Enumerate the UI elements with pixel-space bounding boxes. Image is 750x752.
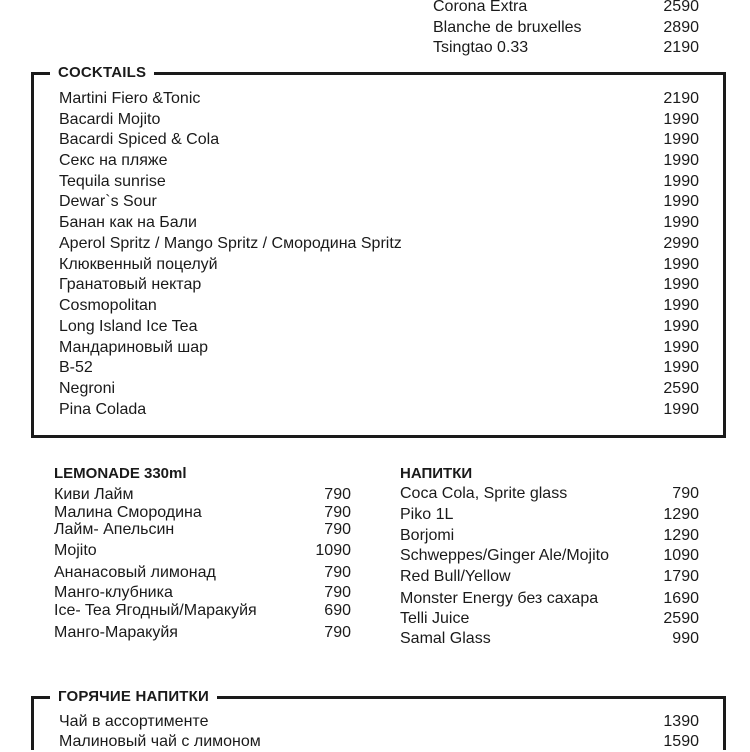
list-item xyxy=(59,212,699,233)
list-item xyxy=(433,0,699,17)
list-item xyxy=(400,588,699,609)
item-price: 1990 xyxy=(663,318,699,335)
item-name: Ice- Tea Ягодный/Маракуйя xyxy=(54,602,257,619)
item-name: Гранатовый нектар xyxy=(59,276,202,293)
item-name: Малина Смородина xyxy=(54,504,202,521)
item-price: 1690 xyxy=(663,590,699,607)
list-item xyxy=(59,731,699,752)
item-price: 2590 xyxy=(663,0,699,15)
list-item xyxy=(59,150,699,171)
item-price: 1590 xyxy=(663,733,699,750)
hot-drinks-title: ГОРЯЧИЕ НАПИТКИ xyxy=(50,688,217,706)
item-price: 1990 xyxy=(663,193,699,210)
item-name: Samal Glass xyxy=(400,630,491,647)
item-price: 790 xyxy=(324,486,351,503)
item-name: B-52 xyxy=(59,359,93,376)
item-name: Чай в ассортименте xyxy=(59,713,209,730)
item-price: 2190 xyxy=(663,90,699,107)
item-name: Bacardi Mojito xyxy=(59,111,161,128)
item-name: Манго-клубника xyxy=(54,584,173,601)
item-price: 790 xyxy=(324,584,351,601)
item-name: Cosmopolitan xyxy=(59,297,157,314)
item-name: Red Bull/Yellow xyxy=(400,568,511,585)
item-price: 1990 xyxy=(663,297,699,314)
item-name: Borjomi xyxy=(400,527,455,544)
item-name: Piko 1L xyxy=(400,506,454,523)
item-price: 1090 xyxy=(315,542,351,559)
item-name: Corona Extra xyxy=(433,0,528,15)
item-name: Клюквенный поцелуй xyxy=(59,256,218,273)
item-name: Schweppes/Ginger Ale/Mojito xyxy=(400,547,609,564)
list-item xyxy=(59,378,699,399)
list-item xyxy=(59,316,699,337)
list-item xyxy=(59,233,699,254)
list-item xyxy=(59,109,699,130)
list-item xyxy=(59,357,699,378)
item-price: 1390 xyxy=(663,713,699,730)
item-price: 790 xyxy=(324,521,351,538)
lemonade-title: LEMONADE 330ml xyxy=(54,465,187,482)
item-price: 1790 xyxy=(663,568,699,585)
item-name: Киви Лайм xyxy=(54,486,134,503)
item-name: Dewar`s Sour xyxy=(59,193,157,210)
list-item xyxy=(400,504,699,525)
list-item xyxy=(400,525,699,546)
item-price: 2190 xyxy=(663,39,699,56)
list-item xyxy=(59,171,699,192)
item-price: 2590 xyxy=(663,610,699,627)
item-price: 2590 xyxy=(663,380,699,397)
item-name: Малиновый чай с лимоном xyxy=(59,733,261,750)
item-name: Coca Cola, Sprite glass xyxy=(400,485,568,502)
item-price: 1290 xyxy=(663,527,699,544)
item-price: 1990 xyxy=(663,401,699,418)
item-price: 1990 xyxy=(663,276,699,293)
list-item xyxy=(59,711,699,732)
item-name: Blanche de bruxelles xyxy=(433,19,582,36)
list-item xyxy=(54,600,351,621)
item-price: 790 xyxy=(672,485,699,502)
drinks-title: НАПИТКИ xyxy=(400,465,473,482)
item-price: 1990 xyxy=(663,256,699,273)
item-name: Long Island Ice Tea xyxy=(59,318,198,335)
item-price: 1290 xyxy=(663,506,699,523)
list-item xyxy=(59,337,699,358)
item-name: Telli Juice xyxy=(400,610,470,627)
item-price: 1990 xyxy=(663,214,699,231)
item-name: Negroni xyxy=(59,380,116,397)
item-price: 1990 xyxy=(663,111,699,128)
item-name: Манго-Маракуйя xyxy=(54,624,178,641)
item-price: 790 xyxy=(324,624,351,641)
item-name: Tsingtao 0.33 xyxy=(433,39,529,56)
item-price: 1990 xyxy=(663,359,699,376)
item-price: 1090 xyxy=(663,547,699,564)
item-price: 990 xyxy=(672,630,699,647)
list-item xyxy=(59,274,699,295)
list-item xyxy=(400,608,699,629)
list-item xyxy=(400,566,699,587)
list-item xyxy=(400,628,699,649)
item-price: 1990 xyxy=(663,339,699,356)
item-name: Лайм- Апельсин xyxy=(54,521,175,538)
item-name: Pina Colada xyxy=(59,401,147,418)
item-price: 1990 xyxy=(663,152,699,169)
list-item xyxy=(54,540,351,561)
list-item xyxy=(433,37,699,58)
item-price: 2890 xyxy=(663,19,699,36)
item-name: Ананасовый лимонад xyxy=(54,564,216,581)
item-name: Tequila sunrise xyxy=(59,173,166,190)
item-price: 1990 xyxy=(663,173,699,190)
item-price: 690 xyxy=(324,602,351,619)
list-item xyxy=(59,191,699,212)
cocktails-title: COCKTAILS xyxy=(50,64,154,82)
item-name: Monster Energy без сахара xyxy=(400,590,599,607)
list-item xyxy=(59,399,699,420)
list-item xyxy=(433,17,699,38)
list-item xyxy=(59,254,699,275)
list-item xyxy=(59,88,699,109)
list-item xyxy=(54,562,351,583)
list-item xyxy=(400,483,699,504)
item-name: Mojito xyxy=(54,542,97,559)
item-price: 1990 xyxy=(663,131,699,148)
list-item xyxy=(59,129,699,150)
list-item xyxy=(59,295,699,316)
list-item xyxy=(54,519,351,540)
item-name: Aperol Spritz / Mango Spritz / Смородина Spritz xyxy=(59,235,402,252)
item-name: Банан как на Бали xyxy=(59,214,197,231)
item-price: 2990 xyxy=(663,235,699,252)
item-name: Bacardi Spiced & Cola xyxy=(59,131,220,148)
item-name: Martini Fiero &Tonic xyxy=(59,90,201,107)
item-price: 790 xyxy=(324,564,351,581)
list-item xyxy=(400,545,699,566)
list-item xyxy=(54,622,351,643)
item-name: Мандариновый шар xyxy=(59,339,209,356)
item-name: Секс на пляже xyxy=(59,152,168,169)
item-price: 790 xyxy=(324,504,351,521)
